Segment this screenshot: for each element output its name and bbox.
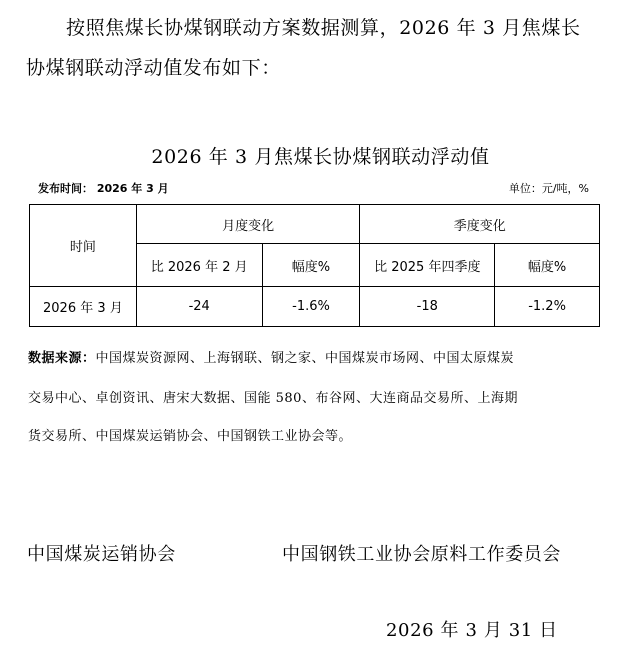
fluctuation-table [29,204,600,327]
row-quarterly-change: -18 [360,287,495,327]
row-monthly-change: -24 [136,287,262,327]
data-source-label: 数据来源： [28,351,96,366]
intro-text-line-2: 协煤钢联动浮动值发布如下： [26,57,281,79]
subheader-monthly-range: 幅度% [262,244,360,287]
header-time-cell: 时间 [30,205,137,287]
row-monthly-range: -1.6% [262,287,360,327]
table-title: 2026 年 3 月焦煤长协煤钢联动浮动值 [151,146,490,168]
row-quarterly-range: -1.2% [495,287,600,327]
signature-steel-association: 中国钢铁工业协会原料工作委员会 [282,544,561,565]
subheader-quarterly-range: 幅度% [495,244,600,287]
data-source-line-2: 交易中心、卓创资讯、唐宋大数据、国能 580、布谷网、大连商品交易所、上海期 [28,391,518,406]
subheader-vs-feb: 比 2026 年 2 月 [136,244,262,287]
data-source-text-1: 中国煤炭资源网、上海钢联、钢之家、中国煤炭市场网、中国太原煤炭 [95,351,515,366]
header-quarterly-cell: 季度变化 [360,205,600,244]
table-header-row [30,205,600,244]
signature-date: 2026 年 3 月 31 日 [386,620,558,641]
data-source-line-1 [28,349,514,369]
unit-label: 单位：元/吨，% [508,182,589,195]
header-monthly-cell: 月度变化 [136,205,360,244]
signature-coal-association: 中国煤炭运销协会 [27,544,176,565]
intro-text-line-1: 按照焦煤长协煤钢联动方案数据测算，2026 年 3 月焦煤长 [66,17,581,39]
table-row [30,287,600,327]
data-source-line-3: 货交易所、中国煤炭运销协会、中国钢铁工业协会等。 [28,429,353,444]
row-time: 2026 年 3 月 [30,287,137,327]
subheader-vs-q4: 比 2025 年四季度 [360,244,495,287]
release-time: 发布时间： 2026 年 3 月 [38,182,169,195]
